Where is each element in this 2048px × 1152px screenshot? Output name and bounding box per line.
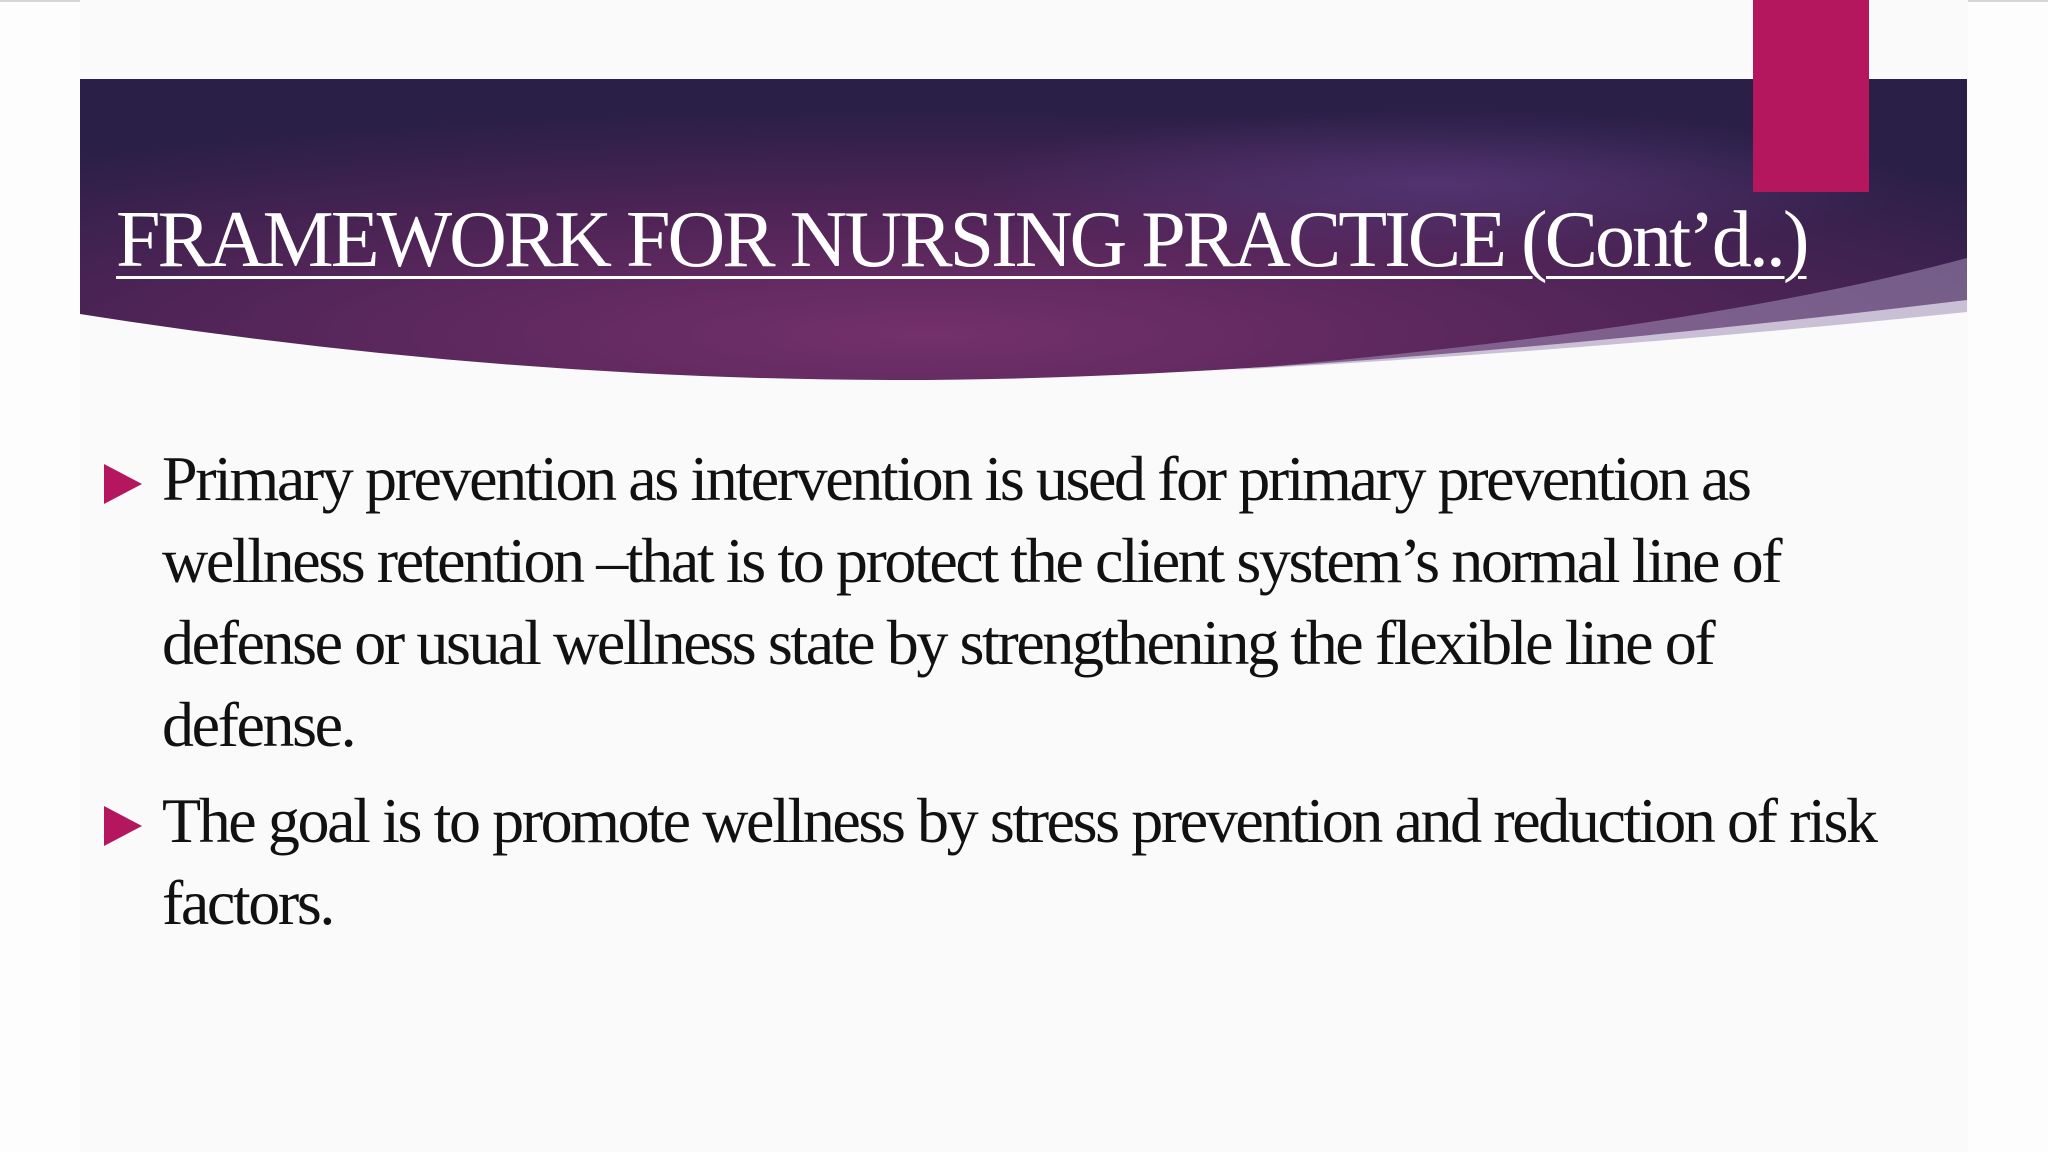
- bullet-list: [104, 438, 1884, 958]
- triangle-bullet-icon: [104, 806, 142, 846]
- bullet-text: Primary prevention as intervention is used for primary prevention as wellness retention –that is to protect the client system’s normal line of defense or usual wellness state by strengthening the flexible line of defense.: [162, 443, 1781, 760]
- accent-tab: [1753, 0, 1869, 192]
- slide-title: FRAMEWORK FOR NURSING PRACTICE (Cont’d..): [116, 196, 1807, 284]
- bullet-text: The goal is to promote wellness by stress prevention and reduction of risk factors.: [162, 785, 1876, 938]
- bullet-item: [104, 780, 1884, 944]
- bullet-item: [104, 438, 1884, 766]
- triangle-bullet-icon: [104, 464, 142, 504]
